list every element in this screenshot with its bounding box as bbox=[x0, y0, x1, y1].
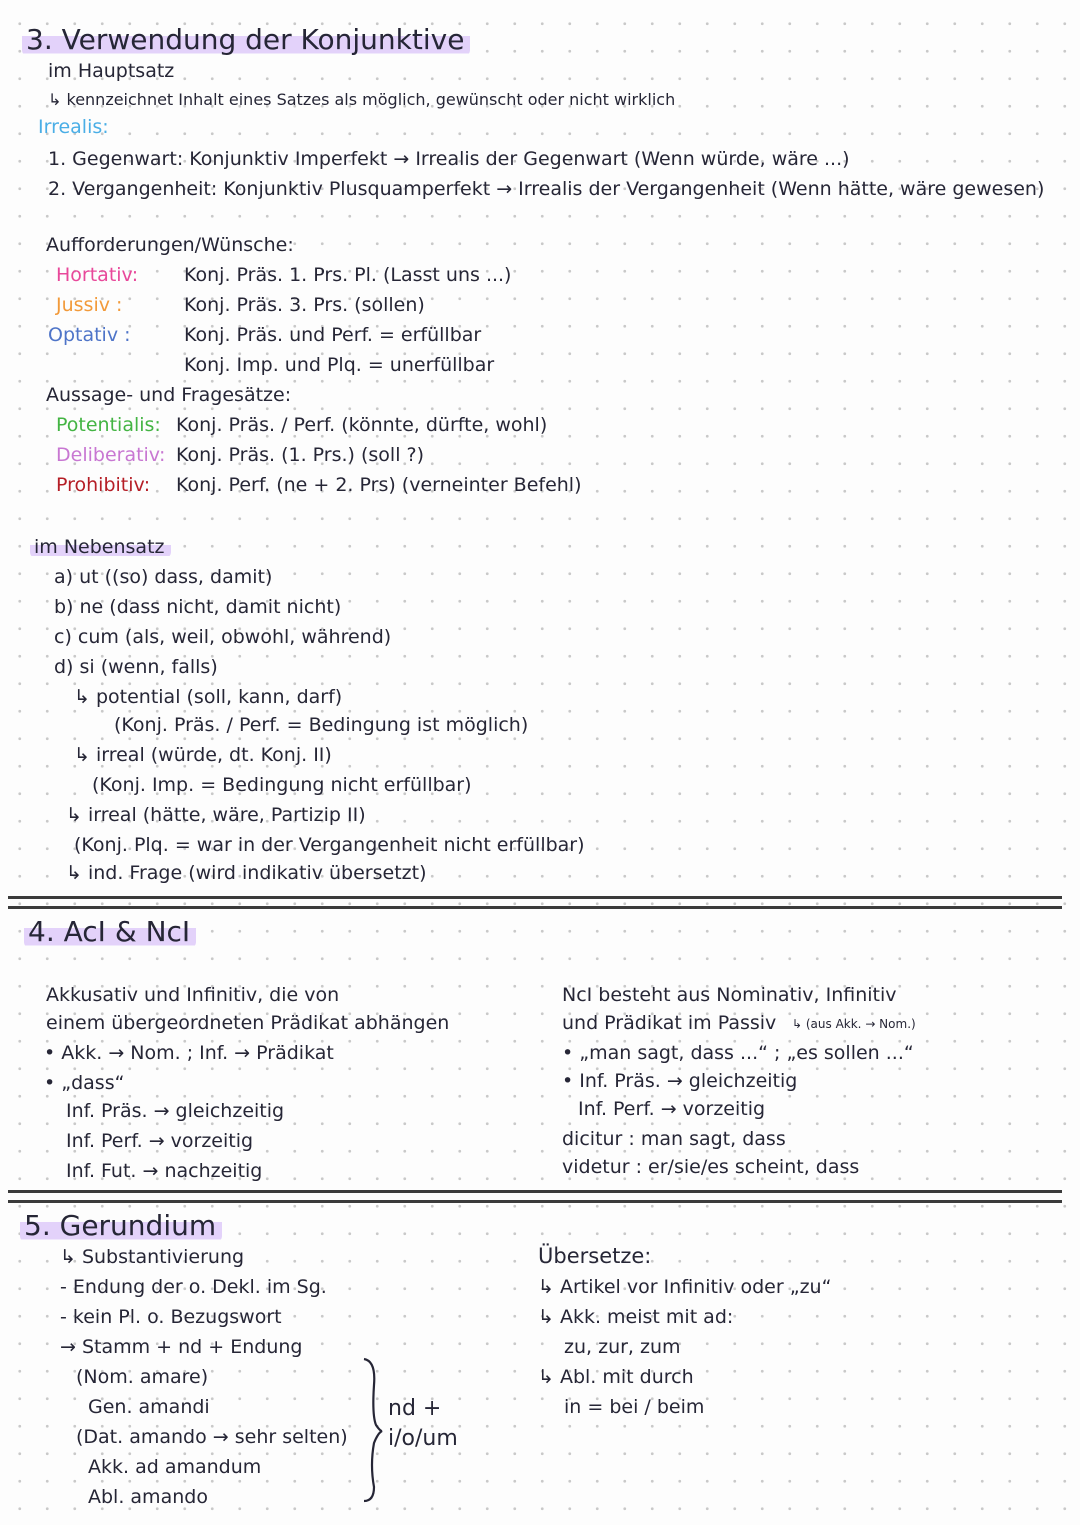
section-divider bbox=[8, 896, 1062, 909]
gerundium-endung: - Endung der o. Dekl. im Sg. bbox=[60, 1276, 327, 1298]
uebersetze-artikel: ↳ Artikel vor Infinitiv oder „zu“ bbox=[538, 1276, 832, 1298]
section-divider bbox=[8, 1190, 1062, 1203]
si-irreal-1-detail: (Konj. Imp. = Bedingung nicht erfüllbar) bbox=[92, 774, 472, 796]
si-irreal-1: ↳ irreal (würde, dt. Konj. II) bbox=[74, 744, 332, 766]
gerundium-substantivierung: ↳ Substantivierung bbox=[60, 1246, 245, 1268]
aci-inf-fut: Inf. Fut. → nachzeitig bbox=[66, 1160, 263, 1182]
prohibitiv-label: Prohibitiv: bbox=[56, 474, 151, 496]
nci-inf-perf: Inf. Perf. → vorzeitig bbox=[578, 1098, 766, 1120]
nebensatz-ut: a) ut ((so) dass, damit) bbox=[54, 566, 273, 588]
si-potential-detail: (Konj. Präs. / Perf. = Bedingung ist möglich) bbox=[114, 714, 529, 736]
ind-frage: ↳ ind. Frage (wird indikativ übersetzt) bbox=[66, 862, 427, 884]
uebersetze-akk: ↳ Akk. meist mit ad: bbox=[538, 1306, 734, 1328]
optativ-text-1: Konj. Präs. und Perf. = erfüllbar bbox=[184, 324, 482, 346]
nci-bullet-1: • „man sagt, dass ...“ ; „es sollen ...“ bbox=[562, 1042, 914, 1064]
irrealis-vergangenheit: 2. Vergangenheit: Konjunktiv Plusquamperfekt → Irrealis der Vergangenheit (Wenn hätte, wäre gewesen) bbox=[48, 178, 1045, 200]
gerundium-abl: Abl. amando bbox=[88, 1486, 208, 1508]
aci-inf-praes: Inf. Präs. → gleichzeitig bbox=[66, 1100, 285, 1122]
nebensatz-si: d) si (wenn, falls) bbox=[54, 656, 218, 678]
aci-line-2: einem übergeordneten Prädikat abhängen bbox=[46, 1012, 450, 1034]
nci-videtur: videtur : er/sie/es scheint, dass bbox=[562, 1156, 860, 1178]
uebersetze-zu: zu, zur, zum bbox=[564, 1336, 681, 1358]
nci-line-2: und Prädikat im Passiv bbox=[562, 1012, 777, 1034]
hortativ-text: Konj. Präs. 1. Prs. Pl. (Lasst uns ...) bbox=[184, 264, 512, 286]
uebersetze-heading: Übersetze: bbox=[538, 1244, 652, 1268]
nebensatz-ne: b) ne (dass nicht, damit nicht) bbox=[54, 596, 342, 618]
hortativ-label: Hortativ: bbox=[56, 264, 139, 286]
irrealis-label: Irrealis: bbox=[38, 116, 109, 138]
curly-brace-icon bbox=[360, 1355, 384, 1505]
section-5-title: 5. Gerundium bbox=[20, 1212, 222, 1240]
brace-label-1: nd + bbox=[388, 1396, 442, 1421]
uebersetze-in: in = bei / beim bbox=[564, 1396, 705, 1418]
nci-line-1: NcI besteht aus Nominativ, Infinitiv bbox=[562, 984, 897, 1006]
section-3-title: 3. Verwendung der Konjunktive bbox=[22, 26, 470, 54]
nci-dicitur: dicitur : man sagt, dass bbox=[562, 1128, 786, 1150]
nci-bullet-2: • Inf. Präs. → gleichzeitig bbox=[562, 1070, 798, 1092]
aci-bullet-2: • „dass“ bbox=[44, 1072, 125, 1094]
si-potential: ↳ potential (soll, kann, darf) bbox=[74, 686, 343, 708]
gerundium-kein-plural: - kein Pl. o. Bezugswort bbox=[60, 1306, 282, 1328]
jussiv-label: Jussiv : bbox=[56, 294, 123, 316]
section-4-title: 4. AcI & NcI bbox=[24, 918, 196, 946]
gerundium-stamm: → Stamm + nd + Endung bbox=[60, 1336, 303, 1358]
nci-note: ↳ (aus Akk. → Nom.) bbox=[792, 1017, 916, 1031]
brace-label-2: i/o/um bbox=[388, 1426, 458, 1451]
jussiv-text: Konj. Präs. 3. Prs. (sollen) bbox=[184, 294, 425, 316]
aufforderungen-heading: Aufforderungen/Wünsche: bbox=[46, 234, 294, 256]
aci-bullet-1: • Akk. → Nom. ; Inf. → Prädikat bbox=[44, 1042, 334, 1064]
gerundium-gen: Gen. amandi bbox=[88, 1396, 210, 1418]
prohibitiv-text: Konj. Perf. (ne + 2. Prs) (verneinter Befehl) bbox=[176, 474, 582, 496]
aci-line-1: Akkusativ und Infinitiv, die von bbox=[46, 984, 340, 1006]
deliberativ-text: Konj. Präs. (1. Prs.) (soll ?) bbox=[176, 444, 425, 466]
si-irreal-2-detail: (Konj. Plq. = war in der Vergangenheit nicht erfüllbar) bbox=[74, 834, 585, 856]
gerundium-akk: Akk. ad amandum bbox=[88, 1456, 262, 1478]
optativ-text-2: Konj. Imp. und Plq. = unerfüllbar bbox=[184, 354, 495, 376]
hauptsatz-description: ↳ kennzeichnet Inhalt eines Satzes als möglich, gewünscht oder nicht wirklich bbox=[48, 90, 676, 109]
nebensatz-heading: im Nebensatz bbox=[30, 538, 171, 557]
optativ-label: Optativ : bbox=[48, 324, 131, 346]
si-irreal-2: ↳ irreal (hätte, wäre, Partizip II) bbox=[66, 804, 366, 826]
aussage-heading: Aussage- und Fragesätze: bbox=[46, 384, 292, 406]
potentialis-text: Konj. Präs. / Perf. (könnte, dürfte, wohl) bbox=[176, 414, 548, 436]
aci-inf-perf: Inf. Perf. → vorzeitig bbox=[66, 1130, 254, 1152]
hauptsatz-heading: im Hauptsatz bbox=[48, 60, 175, 82]
irrealis-gegenwart: 1. Gegenwart: Konjunktiv Imperfekt → Irrealis der Gegenwart (Wenn würde, wäre ...) bbox=[48, 148, 850, 170]
gerundium-nom: (Nom. amare) bbox=[76, 1366, 209, 1388]
deliberativ-label: Deliberativ: bbox=[56, 444, 166, 466]
potentialis-label: Potentialis: bbox=[56, 414, 161, 436]
uebersetze-abl: ↳ Abl. mit durch bbox=[538, 1366, 694, 1388]
gerundium-dat: (Dat. amando → sehr selten) bbox=[76, 1426, 348, 1448]
nebensatz-cum: c) cum (als, weil, obwohl, während) bbox=[54, 626, 392, 648]
